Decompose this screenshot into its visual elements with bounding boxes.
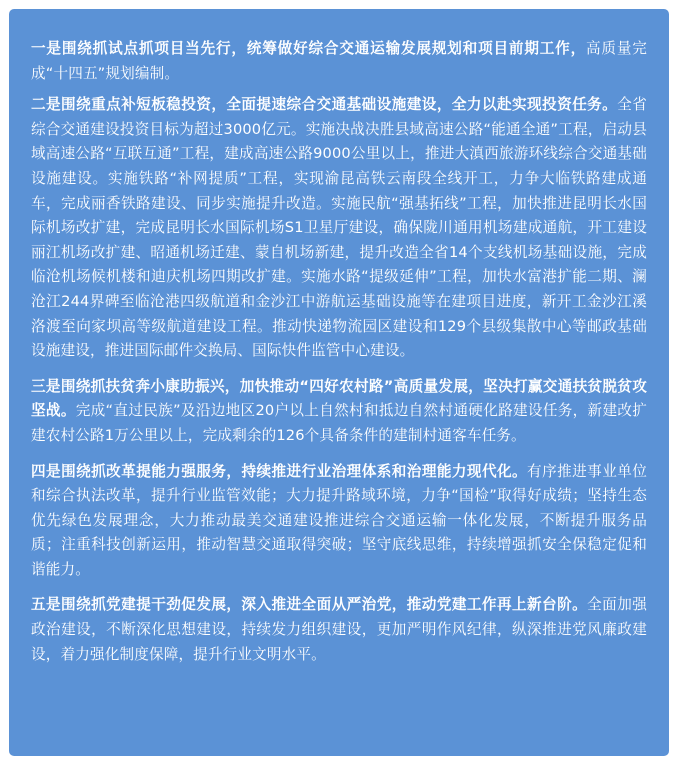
paragraph-body: 有序推进事业单位和综合执法改革，提升行业监管效能；大力提升路域环境，力争“国检”取得好成绩；坚持生态优先绿色发展理念，大力推动最美交通建设推进综合交通运输一体化发展，不断提升服务品质；注重科技创新运用，推动智慧交通取得突破；坚守底线思维，持续增强抓安全保稳定促和谐能力。: [31, 462, 648, 578]
paragraph-lead: 四是围绕抓改革提能力强服务，持续推进行业治理体系和治理能力现代化。: [31, 462, 528, 480]
paragraph-lead: 五是围绕抓党建提干劲促发展，深入推进全面从严治党，推动党建工作再上新台阶。: [31, 596, 588, 614]
paragraph-lead: 二是围绕重点补短板稳投资，全面提速综合交通基础设施建设，全力以赴实现投资任务。: [31, 96, 618, 114]
paragraph-lead: 一是围绕抓试点抓项目当先行，统筹做好综合交通运输发展规划和项目前期工作，: [31, 40, 586, 57]
paragraph-body: 高质量完成“十四五”规划编制。: [31, 40, 647, 82]
paragraph-poverty: [31, 375, 647, 449]
paragraph-party: [31, 593, 647, 667]
paragraph-reform: [31, 460, 647, 583]
paragraph-body: 全面加强政治建设，不断深化思想建设，持续发力组织建设，更加严明作风纪律，纵深推进党风廉政建设，着力强化制度保障，提升行业文明水平。: [31, 596, 647, 663]
paragraph-lead: 三是围绕抓扶贫奔小康助振兴，加快推动“四好农村路”高质量发展，坚决打赢交通扶贫脱贫攻坚战。: [31, 377, 647, 420]
paragraph-investment: [31, 93, 647, 364]
content-card: [9, 9, 669, 756]
paragraph-planning: [31, 37, 647, 86]
paragraph-body: 完成“直过民族”及沿边地区20户以上自然村和抵边自然村通硬化路建设任务，新建改扩建农村公路1万公里以上，完成剩余的126个具备条件的建制村通客车任务。: [31, 402, 648, 444]
paragraph-body: 全省综合交通建设投资目标为超过3000亿元。实施决战决胜县域高速公路“能通全通”工程，启动县域高速公路“互联互通”工程，建成高速公路9000公里以上，推进大滇西旅游环线综合交通基础设施建设。实施铁路“补网提质”工程，实现渝昆高铁云南段全线开工，力争大临铁路建成通车，完成丽香铁路建设、同步实施提升改造。实施民航“强基拓线”工程，加快推进昆明长水国际机场改扩建，完成昆明长水国际机场S1卫星厅建设，确保陇川通用机场建成通航，开工建设丽江机场改扩建、昭通机场迁建、蒙自机场新建，提升改造全省14个支线机场基础设施，完成临沧机场候机楼和迪庆机场四期改扩建。实施水路“提级延伸”工程，加快水富港扩能二期、澜沧江244界碑至临沧港四级航道和金沙江中游航运基础设施等在建项目进度，新开工金沙江溪洛渡至向家坝高等级航道建设工程。推动快递物流园区建设和129个县级集散中心等邮政基础设施建设，推进国际邮件交换局、国际快件监管中心建设。: [31, 96, 647, 360]
